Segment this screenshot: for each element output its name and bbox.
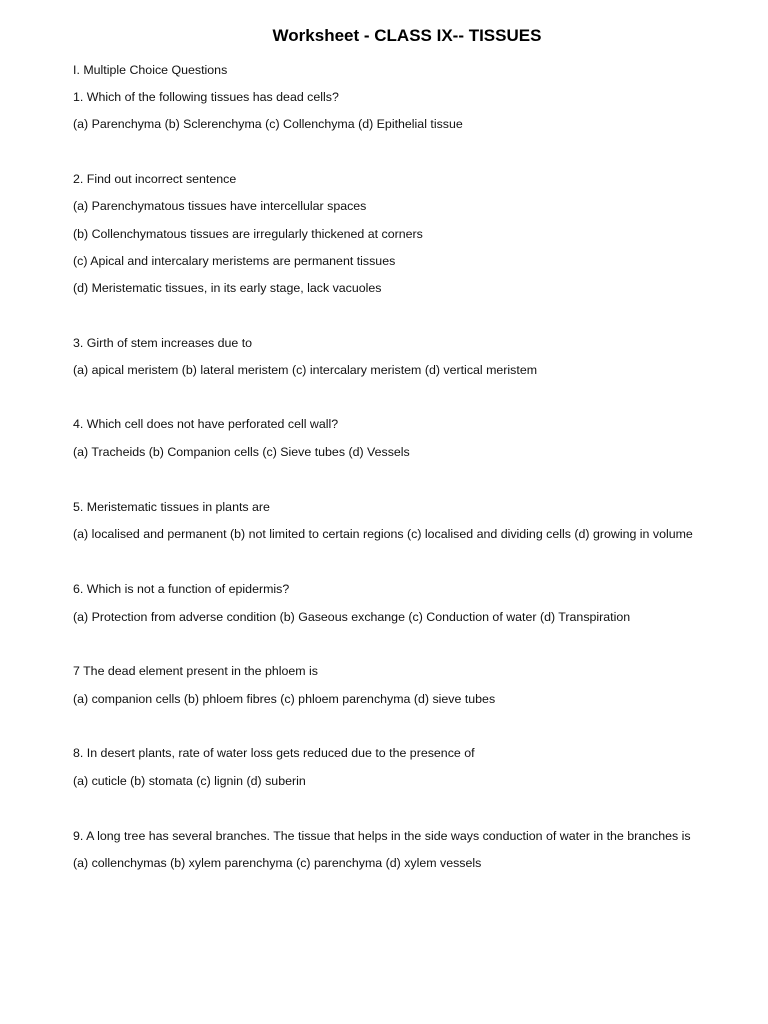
- question-2-option-a: (a) Parenchymatous tissues have intercellular spaces: [73, 199, 367, 213]
- question-2-option-d: (d) Meristematic tissues, in its early stage, lack vacuoles: [73, 281, 382, 295]
- question-2-option-b: (b) Collenchymatous tissues are irregularly thickened at corners: [73, 227, 423, 241]
- question-9: 9. A long tree has several branches. The tissue that helps in the side ways conduction of water in the branches is: [73, 829, 691, 843]
- question-4: 4. Which cell does not have perforated cell wall?: [73, 417, 339, 431]
- section-heading: I. Multiple Choice Questions: [73, 63, 228, 77]
- worksheet-title: Worksheet - CLASS IX-- TISSUES: [272, 26, 542, 45]
- question-4-options: (a) Tracheids (b) Companion cells (c) Sieve tubes (d) Vessels: [73, 445, 410, 459]
- question-5: 5. Meristematic tissues in plants are: [73, 500, 270, 514]
- question-7-options: (a) companion cells (b) phloem fibres (c) phloem parenchyma (d) sieve tubes: [73, 692, 496, 706]
- question-7: 7 The dead element present in the phloem is: [73, 664, 318, 678]
- question-1: 1. Which of the following tissues has dead cells?: [73, 90, 339, 104]
- question-8: 8. In desert plants, rate of water loss gets reduced due to the presence of: [73, 746, 475, 760]
- question-3: 3. Girth of stem increases due to: [73, 336, 253, 350]
- question-1-options: (a) Parenchyma (b) Sclerenchyma (c) Collenchyma (d) Epithelial tissue: [73, 117, 463, 131]
- question-2-option-c: (c) Apical and intercalary meristems are permanent tissues: [73, 254, 396, 268]
- question-8-options: (a) cuticle (b) stomata (c) lignin (d) suberin: [73, 774, 306, 788]
- question-6: 6. Which is not a function of epidermis?: [73, 582, 290, 596]
- question-6-options: (a) Protection from adverse condition (b) Gaseous exchange (c) Conduction of water (d) Transpiration: [73, 610, 631, 624]
- question-9-options: (a) collenchymas (b) xylem parenchyma (c) parenchyma (d) xylem vessels: [73, 856, 482, 870]
- question-2: 2. Find out incorrect sentence: [73, 172, 237, 186]
- question-3-options: (a) apical meristem (b) lateral meristem (c) intercalary meristem (d) vertical meristem: [73, 363, 538, 377]
- question-5-options: (a) localised and permanent (b) not limited to certain regions (c) localised and dividing cells (d) growing in volume: [73, 527, 693, 541]
